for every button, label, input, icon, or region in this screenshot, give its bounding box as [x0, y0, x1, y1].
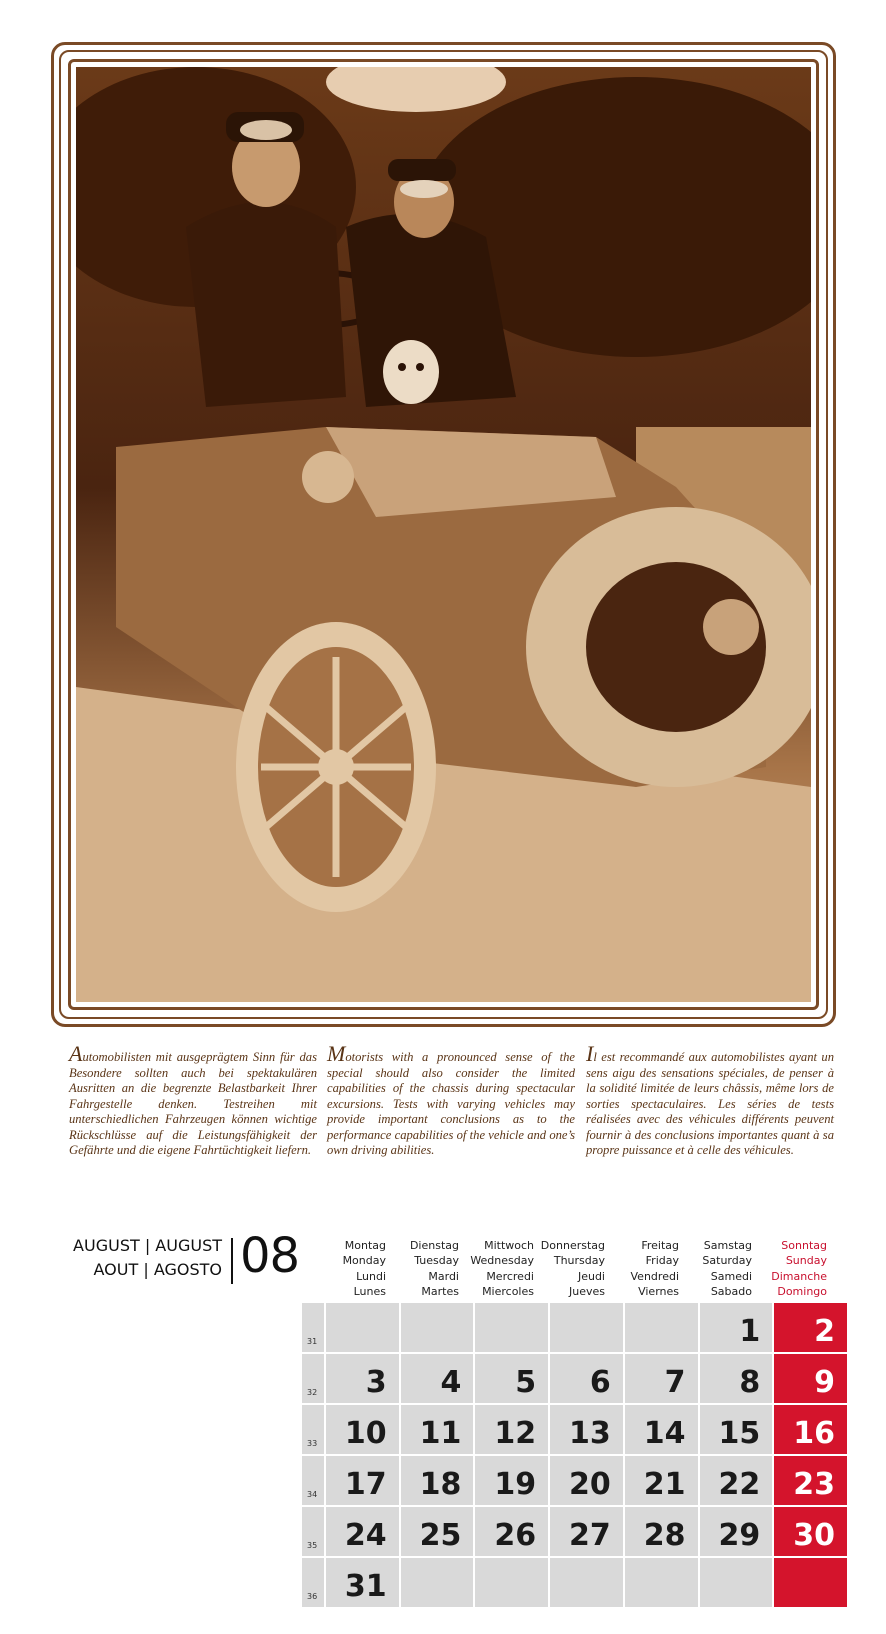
vintage-automobile-photo [76, 67, 811, 1002]
month-name-line2: AOUT | AGOSTO [93, 1260, 222, 1279]
day-cell: 26 [475, 1507, 548, 1556]
day-cell: 12 [475, 1405, 548, 1454]
weekday-header-sunday [752, 1238, 827, 1299]
week-number: 32 [302, 1354, 324, 1403]
caption-english-text: otorists with a pronounced sense of the special should also consider the limited capabilities of the chassis during spectacular excursions. Tests with varying vehicles may provide important conclusions as to the performance capabilities of the vehicle and one’s own driving abilities. [327, 1050, 575, 1157]
day-cell: 21 [625, 1456, 698, 1505]
weekday-fr: Dimanche [771, 1269, 827, 1283]
week-row [302, 1354, 847, 1403]
weekday-fr: Jeudi [577, 1269, 605, 1283]
weekday-en: Tuesday [414, 1254, 459, 1268]
caption-french [586, 1041, 834, 1159]
week-number: 31 [302, 1303, 324, 1352]
week-row [302, 1507, 847, 1556]
week-row [302, 1558, 847, 1607]
day-cell [401, 1303, 474, 1352]
day-cell: 13 [550, 1405, 623, 1454]
weekday-es: Sabado [710, 1284, 752, 1298]
dog [383, 340, 439, 404]
caption-english [327, 1041, 575, 1159]
day-cell: 19 [475, 1456, 548, 1505]
passenger-cap [388, 159, 456, 181]
side-lamp [302, 451, 354, 503]
photo-illustration [76, 67, 811, 1002]
headlamp [703, 599, 759, 655]
day-cell [401, 1558, 474, 1607]
weekday-es: Jueves [569, 1284, 605, 1298]
weekday-en: Thursday [553, 1254, 605, 1268]
caption-german-initial: A [69, 1041, 83, 1066]
weekday-de: Samstag [703, 1239, 752, 1252]
month-number: 08 [240, 1228, 300, 1284]
weekday-fr: Lundi [356, 1269, 386, 1283]
weekday-es: Domingo [777, 1284, 827, 1298]
weekday-header-tuesday [384, 1238, 459, 1299]
day-cell [550, 1303, 623, 1352]
day-cell: 18 [401, 1456, 474, 1505]
weekday-es: Viernes [638, 1284, 679, 1298]
weekday-es: Lunes [353, 1284, 386, 1298]
weekday-header-wednesday [459, 1238, 534, 1299]
caption-german [69, 1041, 317, 1159]
day-cell: 1 [700, 1303, 773, 1352]
weekday-fr: Mercredi [486, 1269, 534, 1283]
sunday-cell [774, 1558, 847, 1607]
weekday-de: Donnerstag [540, 1239, 605, 1252]
day-cell: 29 [700, 1507, 773, 1556]
caption-english-initial: M [327, 1041, 346, 1066]
sunday-cell: 9 [774, 1354, 847, 1403]
month-divider [231, 1238, 233, 1284]
month-name-line1: AUGUST | AUGUST [73, 1236, 222, 1255]
weekday-en: Monday [342, 1254, 386, 1268]
month-names [60, 1234, 222, 1282]
weekday-de: Sonntag [781, 1239, 827, 1252]
day-cell [625, 1558, 698, 1607]
weekday-fr: Vendredi [630, 1269, 679, 1283]
wheel-hub [318, 749, 354, 785]
day-cell: 8 [700, 1354, 773, 1403]
sunday-cell: 23 [774, 1456, 847, 1505]
day-cell: 4 [401, 1354, 474, 1403]
weekday-en: Saturday [702, 1254, 752, 1268]
week-number: 36 [302, 1558, 324, 1607]
day-cell: 17 [326, 1456, 399, 1505]
weekday-de: Montag [344, 1239, 386, 1252]
weekday-en: Sunday [785, 1254, 827, 1268]
day-cell: 24 [326, 1507, 399, 1556]
weekday-header-thursday [530, 1238, 605, 1299]
day-cell: 7 [625, 1354, 698, 1403]
week-row [302, 1456, 847, 1505]
driver-goggles [240, 120, 292, 140]
caption-french-text: l est recommandé aux automobilistes ayant un sens aigu des sensations spéciales, de penser à la solidité limitée de leurs châssis, même lors de sorties spectaculaires. Les séries de tests réalisées avec des véhicules différents peuvent fournir à des conclusions importantes quant à sa propre puissance et à celle des véhicules. [586, 1050, 834, 1157]
day-cell: 15 [700, 1405, 773, 1454]
day-cell: 10 [326, 1405, 399, 1454]
day-cell: 22 [700, 1456, 773, 1505]
week-number: 35 [302, 1507, 324, 1556]
weekday-fr: Mardi [428, 1269, 459, 1283]
weekday-de: Freitag [641, 1239, 679, 1252]
day-cell: 11 [401, 1405, 474, 1454]
weekday-header-saturday [677, 1238, 752, 1299]
weekday-fr: Samedi [710, 1269, 752, 1283]
day-cell [326, 1303, 399, 1352]
day-cell: 6 [550, 1354, 623, 1403]
day-cell [550, 1558, 623, 1607]
day-cell [475, 1303, 548, 1352]
day-cell: 5 [475, 1354, 548, 1403]
day-cell [475, 1558, 548, 1607]
day-cell: 25 [401, 1507, 474, 1556]
weekday-de: Dienstag [409, 1239, 459, 1252]
sunday-cell: 30 [774, 1507, 847, 1556]
day-cell: 28 [625, 1507, 698, 1556]
day-cell: 31 [326, 1558, 399, 1607]
caption-french-initial: I [586, 1041, 594, 1066]
weekday-de: Mittwoch [484, 1239, 534, 1252]
day-cell [700, 1558, 773, 1607]
sunday-cell: 2 [774, 1303, 847, 1352]
weekday-header-friday [604, 1238, 679, 1299]
caption-german-text: utomobilisten mit ausgeprägtem Sinn für das Besondere sollten auch bei spektakulären Ausritten an die begrenzte Belastbarkeit Ihrer Fahrgestelle denken. Testreihen mit unterschiedlichen Fahrzeugen können wichtige Rückschlüsse auf die Leistungsfähigkeit der Gefährte und die eigene Fahrtüchtigkeit liefern. [69, 1050, 317, 1157]
week-number: 34 [302, 1456, 324, 1505]
day-cell: 3 [326, 1354, 399, 1403]
weekday-en: Friday [645, 1254, 679, 1268]
week-row [302, 1405, 847, 1454]
day-cell [625, 1303, 698, 1352]
weekday-en: Wednesday [470, 1254, 534, 1268]
sunday-cell: 16 [774, 1405, 847, 1454]
day-cell: 20 [550, 1456, 623, 1505]
weekday-es: Miercoles [482, 1284, 534, 1298]
weekday-header-monday [311, 1238, 386, 1299]
week-number: 33 [302, 1405, 324, 1454]
calendar-grid [302, 1303, 847, 1609]
weekday-es: Martes [421, 1284, 459, 1298]
day-cell: 27 [550, 1507, 623, 1556]
passenger-goggles [400, 180, 448, 198]
day-cell: 14 [625, 1405, 698, 1454]
driver-body [186, 202, 346, 407]
week-row [302, 1303, 847, 1352]
